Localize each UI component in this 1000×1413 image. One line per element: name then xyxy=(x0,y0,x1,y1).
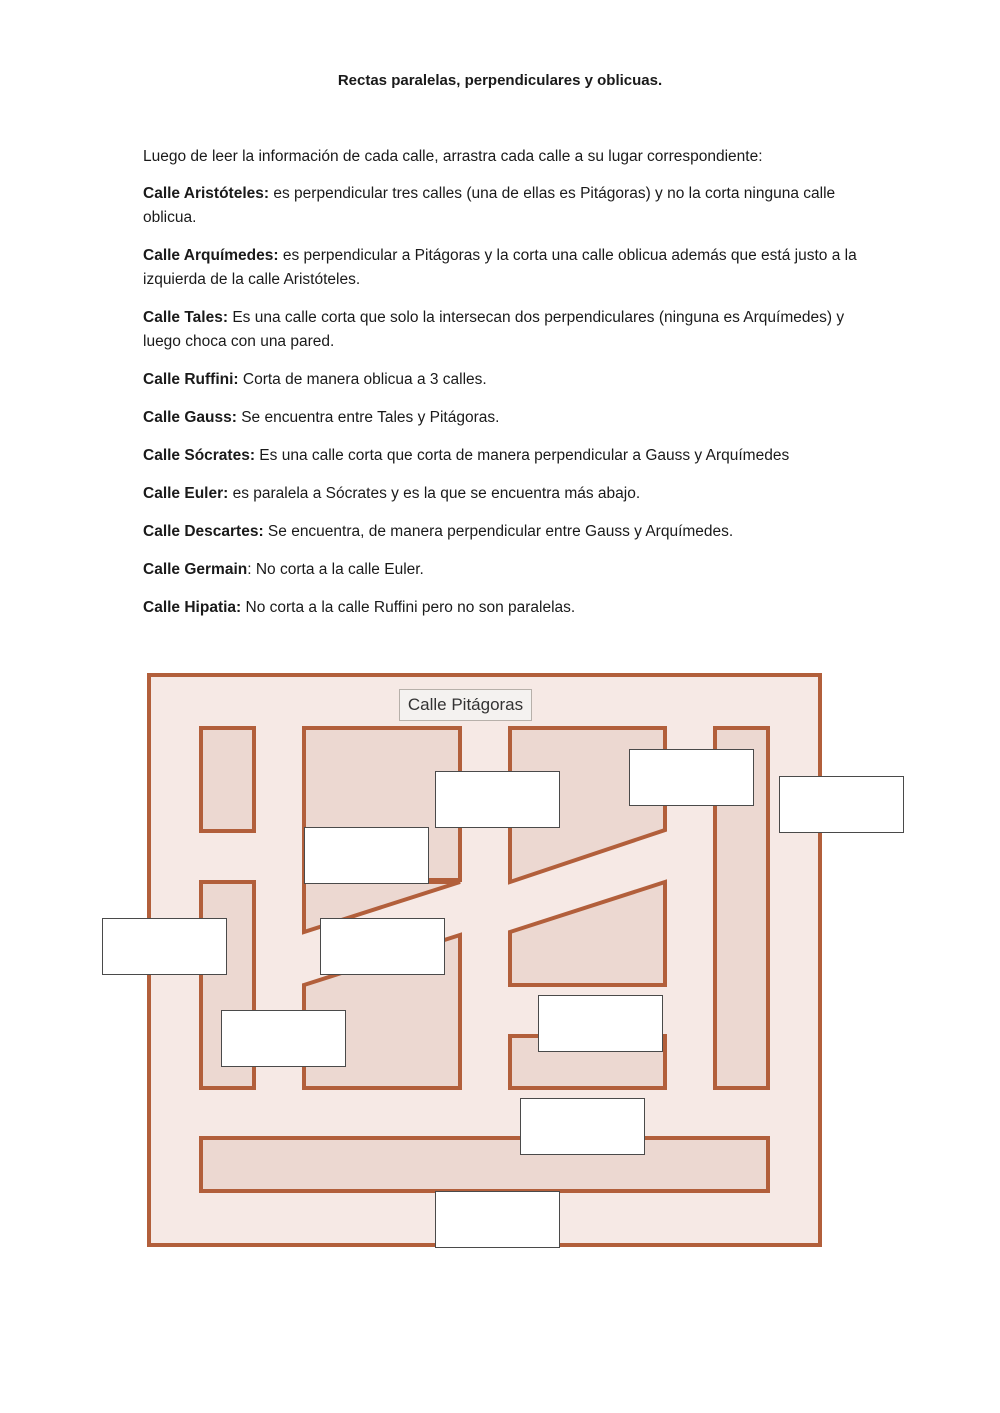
instructions-intro: Luego de leer la información de cada calle, arrastra cada calle a su lugar correspondiente: xyxy=(143,148,763,165)
drop-zone[interactable] xyxy=(304,827,429,884)
drop-zone[interactable] xyxy=(435,771,560,828)
clue-text: Es una calle corta que corta de manera perpendicular a Gauss y Arquímedes xyxy=(255,447,790,464)
clue-text: Se encuentra, de manera perpendicular entre Gauss y Arquímedes. xyxy=(263,523,734,540)
drop-zone[interactable] xyxy=(435,1191,560,1248)
clue-text: es perpendicular tres calles (una de ellas es Pitágoras) y no la corta ninguna calle oblicua. xyxy=(143,185,836,226)
clue-text: : No corta a la calle Euler. xyxy=(247,561,424,578)
clue-text: es perpendicular a Pitágoras y la corta una calle oblicua además que está justo a la izquierda de la calle Aristóteles. xyxy=(143,247,857,288)
clue-name: Calle Arquímedes: xyxy=(143,247,279,264)
clue-name: Calle Tales: xyxy=(143,309,229,326)
clue-name: Calle Ruffini: xyxy=(143,371,239,388)
block-top-left xyxy=(201,728,254,831)
drop-zone[interactable] xyxy=(320,918,445,975)
drop-zone[interactable] xyxy=(779,776,904,833)
clue-text: Es una calle corta que solo la intersecan dos perpendiculares (ninguna es Arquímedes) y luego choca con una pared. xyxy=(143,309,845,350)
clue-text: No corta a la calle Ruffini pero no son paralelas. xyxy=(241,599,576,616)
drop-zone[interactable] xyxy=(538,995,663,1052)
clue-name: Calle Euler: xyxy=(143,485,229,502)
drop-zone[interactable] xyxy=(520,1098,645,1155)
clue-text: Se encuentra entre Tales y Pitágoras. xyxy=(236,409,500,426)
clue-name: Calle Germain xyxy=(143,561,248,578)
drop-zone[interactable] xyxy=(102,918,227,975)
street-label-pitagoras: Calle Pitágoras xyxy=(399,689,532,721)
clue-name: Calle Gauss: xyxy=(143,409,237,426)
clue-text: es paralela a Sócrates y es la que se encuentra más abajo. xyxy=(228,485,641,502)
clue-name: Calle Sócrates: xyxy=(143,447,255,464)
clue-text: Corta de manera oblicua a 3 calles. xyxy=(238,371,487,388)
page-title: Rectas paralelas, perpendiculares y oblicuas. xyxy=(337,72,663,89)
drop-zone[interactable] xyxy=(221,1010,346,1067)
drop-zone[interactable] xyxy=(629,749,754,806)
clue-name: Calle Hipatia: xyxy=(143,599,242,616)
clue-name: Calle Descartes: xyxy=(143,523,264,540)
block-bottom xyxy=(201,1138,768,1191)
clue-name: Calle Aristóteles: xyxy=(143,185,270,202)
